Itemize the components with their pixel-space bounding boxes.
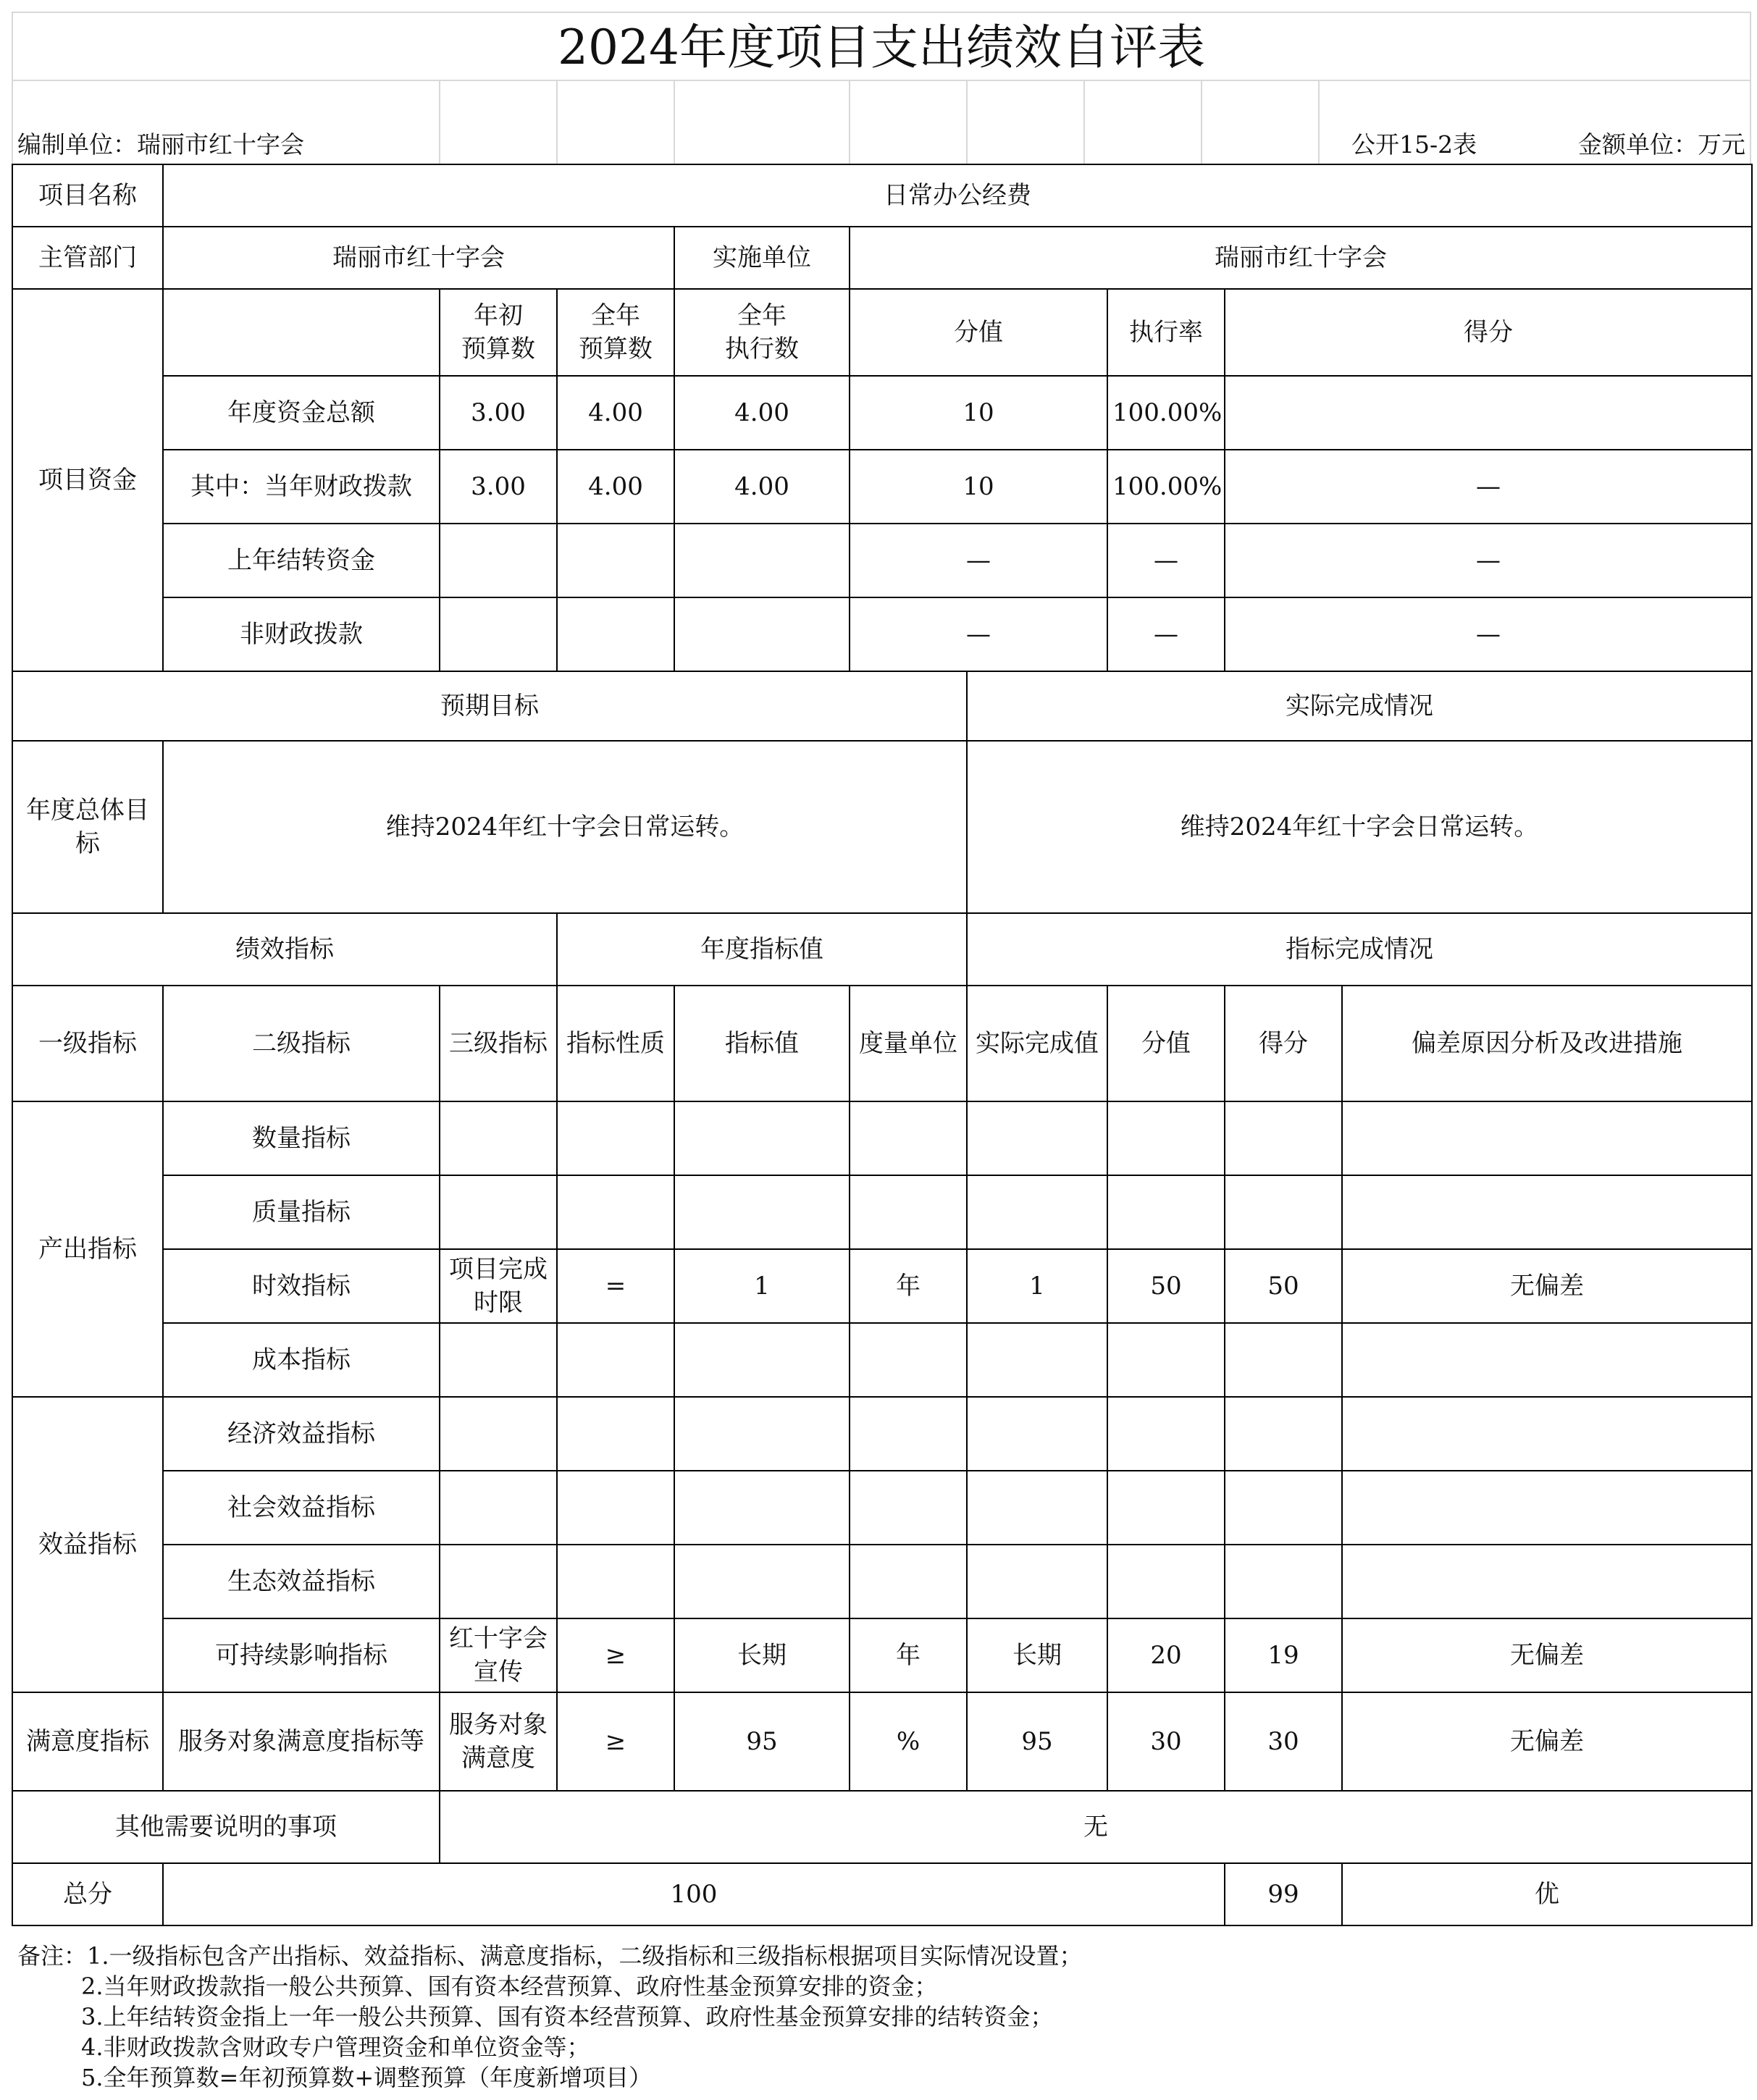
unit-cell (850, 1397, 967, 1471)
indicator-row (12, 1397, 1752, 1471)
funds-row-name: 上年结转资金 (163, 524, 440, 597)
impl-unit-label: 实施单位 (674, 227, 850, 289)
actual-cell: 1 (967, 1249, 1107, 1323)
l3-cell (440, 1397, 557, 1471)
score-cell: 30 (1225, 1692, 1342, 1791)
note-line: 2.当年财政拨款指一般公共预算、国有资本经营预算、政府性基金预算安排的资金； (81, 1973, 938, 2000)
unit-cell (850, 1175, 967, 1249)
actual-cell: 95 (967, 1692, 1107, 1791)
funds-annual: 4.00 (557, 376, 674, 450)
funds-initial (440, 524, 557, 597)
score-value-cell (1107, 1323, 1225, 1397)
total-score: 99 (1225, 1863, 1342, 1925)
other-row (12, 1791, 1752, 1863)
perf-indicator-header: 绩效指标 (12, 913, 557, 986)
funds-rate: — (1107, 597, 1225, 671)
funds-score: — (1225, 524, 1752, 597)
value-cell (674, 1545, 850, 1618)
score-value-cell (1107, 1175, 1225, 1249)
total-row (12, 1863, 1752, 1925)
col-nature: 指标性质 (557, 986, 674, 1101)
col-value: 指标值 (674, 986, 850, 1101)
note-cell (1342, 1397, 1752, 1471)
funds-executed (674, 524, 850, 597)
note-line: 4.非财政拨款含财政专户管理资金和单位资金等； (81, 2033, 590, 2061)
score-value-cell: 20 (1107, 1618, 1225, 1692)
goals-header-row (12, 671, 1752, 741)
evaluation-table (12, 164, 1753, 1926)
total-grade: 优 (1342, 1863, 1752, 1925)
funds-row-name: 非财政拨款 (163, 597, 440, 671)
nature-cell (557, 1471, 674, 1545)
page-title: 2024年度项目支出绩效自评表 (558, 20, 1205, 75)
funds-annual (557, 597, 674, 671)
nature-cell (557, 1175, 674, 1249)
funds-initial: 3.00 (440, 450, 557, 524)
unit-cell (850, 1323, 967, 1397)
annual-target-header: 年度指标值 (557, 913, 967, 986)
project-name-row (12, 164, 1752, 227)
note-cell: 无偏差 (1342, 1692, 1752, 1791)
value-cell (674, 1323, 850, 1397)
nature-cell (557, 1323, 674, 1397)
value-cell: 1 (674, 1249, 850, 1323)
project-name-label: 项目名称 (12, 164, 163, 227)
funds-score: — (1225, 450, 1752, 524)
funds-header-blank (163, 289, 440, 376)
actual-cell (967, 1323, 1107, 1397)
note-cell (1342, 1175, 1752, 1249)
actual-cell (967, 1397, 1107, 1471)
l3-cell: 红十字会 宣传 (440, 1618, 557, 1692)
score-value-cell: 30 (1107, 1692, 1225, 1791)
unit-cell (850, 1471, 967, 1545)
score-cell: 19 (1225, 1618, 1342, 1692)
annual-goal-label: 年度总体目 标 (12, 741, 163, 913)
col-l3: 三级指标 (440, 986, 557, 1101)
value-cell (674, 1471, 850, 1545)
funds-rate: — (1107, 524, 1225, 597)
expected-goal-text: 维持2024年红十字会日常运转。 (163, 741, 967, 913)
l2-cell: 时效指标 (163, 1249, 440, 1323)
funds-executed: 4.00 (674, 450, 850, 524)
nature-cell (557, 1545, 674, 1618)
dept-label: 主管部门 (12, 227, 163, 289)
score-cell (1225, 1397, 1342, 1471)
funds-initial: 3.00 (440, 376, 557, 450)
unit-cell (850, 1545, 967, 1618)
funds-header-rate: 执行率 (1107, 289, 1225, 376)
note-line: 备注：1.一级指标包含产出指标、效益指标、满意度指标，二级指标和三级指标根据项目实际情况设置； (17, 1942, 1083, 1970)
l2-cell: 经济效益指标 (163, 1397, 440, 1471)
funds-header-score: 得分 (1225, 289, 1752, 376)
col-l2: 二级指标 (163, 986, 440, 1101)
dept-value: 瑞丽市红十字会 (163, 227, 674, 289)
indicator-row (12, 1545, 1752, 1618)
expected-goal-header: 预期目标 (12, 671, 967, 741)
indicator-row (12, 1471, 1752, 1545)
l2-cell: 数量指标 (163, 1101, 440, 1175)
note-cell: 无偏差 (1342, 1249, 1752, 1323)
perf-columns-row (12, 986, 1752, 1101)
unit-cell (850, 1101, 967, 1175)
funds-annual (557, 524, 674, 597)
note-line: 5.全年预算数=年初预算数+调整预算（年度新增项目） (81, 2064, 653, 2091)
l3-cell (440, 1545, 557, 1618)
l2-cell: 生态效益指标 (163, 1545, 440, 1618)
l3-cell (440, 1175, 557, 1249)
dept-row (12, 227, 1752, 289)
funds-score-value: 10 (850, 450, 1107, 524)
unit-cell: 年 (850, 1249, 967, 1323)
note-line: 3.上年结转资金指上一年一般公共预算、国有资本经营预算、政府性基金预算安排的结转资金； (81, 2003, 1054, 2030)
money-unit: 金额单位：万元 (1578, 130, 1745, 159)
nature-cell (557, 1397, 674, 1471)
value-cell (674, 1397, 850, 1471)
funds-annual: 4.00 (557, 450, 674, 524)
score-value-cell (1107, 1101, 1225, 1175)
indicator-row (12, 1101, 1752, 1175)
col-actual: 实际完成值 (967, 986, 1107, 1101)
notes (17, 1941, 1083, 2093)
funds-header-executed: 全年 执行数 (674, 289, 850, 376)
l3-cell: 项目完成 时限 (440, 1249, 557, 1323)
score-cell (1225, 1471, 1342, 1545)
note-cell: 无偏差 (1342, 1618, 1752, 1692)
col-note: 偏差原因分析及改进措施 (1342, 986, 1752, 1101)
funds-score: — (1225, 597, 1752, 671)
funds-row (12, 524, 1752, 597)
unit-cell: 年 (850, 1618, 967, 1692)
other-label: 其他需要说明的事项 (12, 1791, 440, 1863)
unit-cell: % (850, 1692, 967, 1791)
value-cell (674, 1175, 850, 1249)
output-indicator-label: 产出指标 (12, 1101, 163, 1397)
funds-rate: 100.00% (1107, 450, 1225, 524)
col-score-value: 分值 (1107, 986, 1225, 1101)
funds-header-initial: 年初 预算数 (440, 289, 557, 376)
l3-cell (440, 1101, 557, 1175)
funds-row-name: 年度资金总额 (163, 376, 440, 450)
l3-cell: 服务对象 满意度 (440, 1692, 557, 1791)
form-number: 公开15-2表 (1351, 130, 1477, 159)
actual-goal-text: 维持2024年红十字会日常运转。 (967, 741, 1752, 913)
impl-unit-value: 瑞丽市红十字会 (850, 227, 1752, 289)
funds-score-value: 10 (850, 376, 1107, 450)
benefit-indicator-label: 效益指标 (12, 1397, 163, 1692)
score-cell (1225, 1323, 1342, 1397)
l2-cell: 质量指标 (163, 1175, 440, 1249)
value-cell: 长期 (674, 1618, 850, 1692)
funds-score (1225, 376, 1752, 450)
score-value-cell (1107, 1545, 1225, 1618)
total-label: 总分 (12, 1863, 163, 1925)
actual-cell (967, 1545, 1107, 1618)
funds-row (12, 376, 1752, 450)
perf-section-row (12, 913, 1752, 986)
funds-header-annual: 全年 预算数 (557, 289, 674, 376)
note-cell (1342, 1101, 1752, 1175)
indicator-row (12, 1618, 1752, 1692)
note-cell (1342, 1545, 1752, 1618)
funds-row (12, 597, 1752, 671)
funds-label: 项目资金 (12, 289, 163, 671)
funds-header-score-value: 分值 (850, 289, 1107, 376)
other-value: 无 (440, 1791, 1752, 1863)
score-value-cell: 50 (1107, 1249, 1225, 1323)
compiling-unit: 编制单位：瑞丽市红十字会 (17, 130, 304, 159)
score-cell (1225, 1175, 1342, 1249)
score-value-cell (1107, 1397, 1225, 1471)
project-name-value: 日常办公经费 (163, 164, 1752, 227)
funds-rate: 100.00% (1107, 376, 1225, 450)
l2-cell: 成本指标 (163, 1323, 440, 1397)
satisfaction-indicator-label: 满意度指标 (12, 1692, 163, 1791)
col-score: 得分 (1225, 986, 1342, 1101)
nature-cell (557, 1101, 674, 1175)
funds-header-row (12, 289, 1752, 376)
nature-cell: ≥ (557, 1692, 674, 1791)
total-value: 100 (163, 1863, 1225, 1925)
funds-score-value: — (850, 597, 1107, 671)
col-l1: 一级指标 (12, 986, 163, 1101)
nature-cell: = (557, 1249, 674, 1323)
score-cell (1225, 1545, 1342, 1618)
note-cell (1342, 1471, 1752, 1545)
indicator-row (12, 1175, 1752, 1249)
indicator-row (12, 1323, 1752, 1397)
actual-cell (967, 1175, 1107, 1249)
l2-cell: 服务对象满意度指标等 (163, 1692, 440, 1791)
funds-row (12, 450, 1752, 524)
col-unit: 度量单位 (850, 986, 967, 1101)
score-cell (1225, 1101, 1342, 1175)
l3-cell (440, 1471, 557, 1545)
actual-cell (967, 1101, 1107, 1175)
actual-goal-header: 实际完成情况 (967, 671, 1752, 741)
indicator-row (12, 1249, 1752, 1323)
value-cell (674, 1101, 850, 1175)
l3-cell (440, 1323, 557, 1397)
value-cell: 95 (674, 1692, 850, 1791)
funds-initial (440, 597, 557, 671)
note-cell (1342, 1323, 1752, 1397)
completion-header: 指标完成情况 (967, 913, 1752, 986)
actual-cell: 长期 (967, 1618, 1107, 1692)
nature-cell: ≥ (557, 1618, 674, 1692)
annual-goal-row (12, 741, 1752, 913)
funds-row-name: 其中：当年财政拨款 (163, 450, 440, 524)
score-cell: 50 (1225, 1249, 1342, 1323)
funds-executed (674, 597, 850, 671)
funds-score-value: — (850, 524, 1107, 597)
l2-cell: 社会效益指标 (163, 1471, 440, 1545)
funds-executed: 4.00 (674, 376, 850, 450)
l2-cell: 可持续影响指标 (163, 1618, 440, 1692)
score-value-cell (1107, 1471, 1225, 1545)
satisfaction-row (12, 1692, 1752, 1791)
actual-cell (967, 1471, 1107, 1545)
